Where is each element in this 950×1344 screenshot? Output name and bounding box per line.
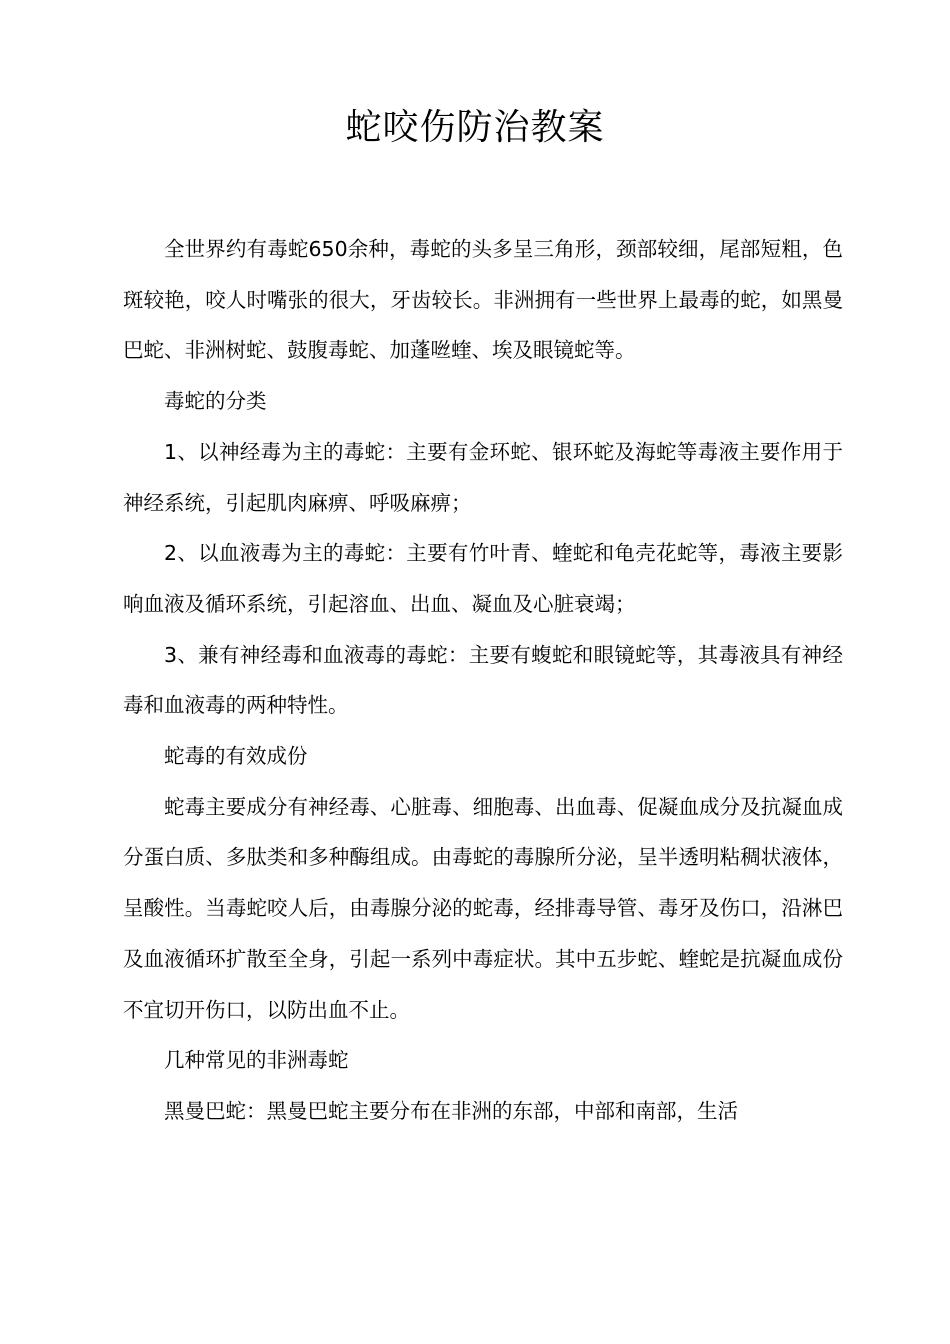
section-heading-venom-components: 蛇毒的有效成份 [164, 744, 308, 769]
paragraph-mixed-toxin: 3、兼有神经毒和血液毒的毒蛇：主要有蝮蛇和眼镜蛇等，其毒液具有神经毒和血液毒的两种特性。 [123, 642, 843, 718]
paragraph-venom-components: 蛇毒主要成分有神经毒、心脏毒、细胞毒、出血毒、促凝血成分及抗凝血成分蛋白质、多肽类和多种酶组成。由毒蛇的毒腺所分泌，呈半透明粘稠状液体，呈酸性。当毒蛇咬人后，由毒腺分泌的蛇毒，经排毒导管、毒牙及伤口，沿淋巴及血液循环扩散至全身，引起一系列中毒症状。其中五步蛇、蝰蛇是抗凝血成份不宜切开伤口，以防出血不止。 [123, 794, 843, 1022]
paragraph-hemotoxic: 2、以血液毒为主的毒蛇：主要有竹叶青、蝰蛇和龟壳花蛇等，毒液主要影响血液及循环系统，引起溶血、出血、凝血及心脏衰竭； [123, 541, 843, 616]
section-heading-classification: 毒蛇的分类 [164, 389, 267, 414]
section-heading-african-snakes: 几种常见的非洲毒蛇 [164, 1048, 349, 1073]
paragraph-neurotoxic: 1、以神经毒为主的毒蛇：主要有金环蛇、银环蛇及海蛇等毒液主要作用于神经系统，引起肌肉麻痹、呼吸麻痹； [123, 439, 843, 515]
page-title: 蛇咬伤防治教案 [345, 107, 605, 148]
document-body [123, 224, 843, 1137]
paragraph-black-mamba: 黑曼巴蛇：黑曼巴蛇主要分布在非洲的东部，中部和南部，生活 [164, 1098, 738, 1123]
paragraph-intro: 全世界约有毒蛇650余种，毒蛇的头多呈三角形，颈部较细，尾部短粗，色斑较艳，咬人时嘴张的很大，牙齿较长。非洲拥有一些世界上最毒的蛇，如黑曼巴蛇、非洲树蛇、鼓腹毒蛇、加蓬咝蝰、埃及眼镜蛇等。 [123, 237, 843, 363]
